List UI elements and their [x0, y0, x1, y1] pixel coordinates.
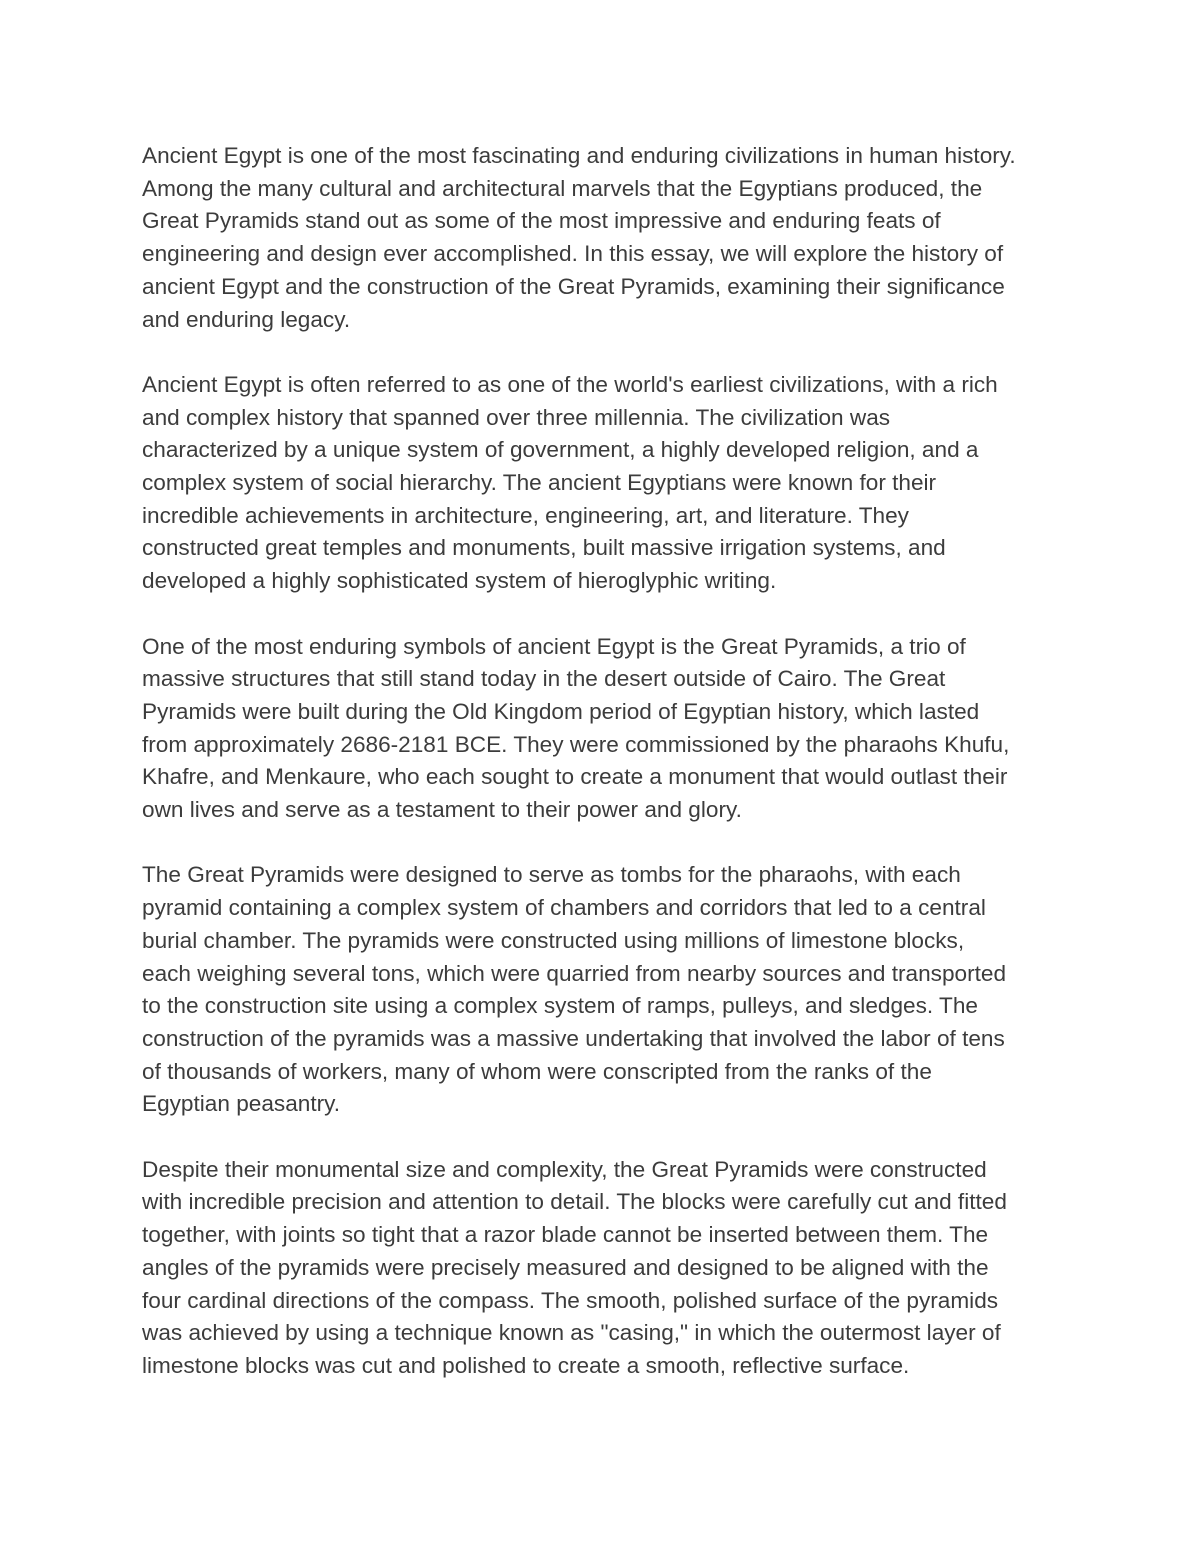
essay-body	[142, 140, 1062, 1383]
text-line: Great Pyramids stand out as some of the most impressive and enduring feats of	[142, 208, 941, 234]
paragraph-5	[142, 1154, 1062, 1383]
text-line: pyramid containing a complex system of chambers and corridors that led to a central	[142, 895, 986, 921]
paragraph-4	[142, 859, 1062, 1121]
text-line: to the construction site using a complex system of ramps, pulleys, and sledges. The	[142, 993, 978, 1019]
text-line: Despite their monumental size and complexity, the Great Pyramids were constructed	[142, 1156, 987, 1182]
text-line: incredible achievements in architecture, engineering, art, and literature. They	[142, 502, 909, 528]
text-line: characterized by a unique system of government, a highly developed religion, and a	[142, 437, 979, 463]
text-line: together, with joints so tight that a razor blade cannot be inserted between them. The	[142, 1222, 989, 1248]
text-line: complex system of social hierarchy. The ancient Egyptians were known for their	[142, 470, 937, 496]
text-line: and complex history that spanned over three millennia. The civilization was	[142, 404, 891, 430]
text-line: burial chamber. The pyramids were constructed using millions of limestone blocks,	[142, 927, 965, 953]
text-line: The Great Pyramids were designed to serve as tombs for the pharaohs, with each	[142, 862, 961, 888]
text-line: Ancient Egypt is one of the most fascinating and enduring civilizations in human history.	[142, 143, 1016, 168]
text-line: massive structures that still stand today in the desert outside of Cairo. The Great	[142, 666, 946, 692]
paragraph-2	[142, 369, 1062, 598]
text-line: ancient Egypt and the construction of the Great Pyramids, examining their significance	[142, 273, 1005, 299]
text-line: of thousands of workers, many of whom were conscripted from the ranks of the	[142, 1058, 932, 1084]
text-line: was achieved by using a technique known as "casing," in which the outermost layer of	[142, 1320, 1001, 1346]
text-line: One of the most enduring symbols of ancient Egypt is the Great Pyramids, a trio of	[142, 633, 966, 659]
text-line: construction of the pyramids was a massive undertaking that involved the labor of tens	[142, 1025, 1005, 1051]
text-line: Khafre, and Menkaure, who each sought to create a monument that would outlast their	[142, 764, 1008, 790]
paragraph-1	[142, 140, 1062, 336]
text-line: own lives and serve as a testament to their power and glory.	[142, 797, 742, 823]
text-line: and enduring legacy.	[142, 306, 351, 332]
text-line: Egyptian peasantry.	[142, 1091, 341, 1117]
text-line: Among the many cultural and architectural marvels that the Egyptians produced, the	[142, 175, 983, 201]
text-line: angles of the pyramids were precisely measured and designed to be aligned with the	[142, 1254, 989, 1280]
text-line: from approximately 2686-2181 BCE. They were commissioned by the pharaohs Khufu,	[142, 731, 1010, 757]
text-line: Ancient Egypt is often referred to as one of the world's earliest civilizations, with a rich	[142, 371, 998, 397]
text-line: engineering and design ever accomplished. In this essay, we will explore the history of	[142, 241, 1004, 267]
text-line: Pyramids were built during the Old Kingdom period of Egyptian history, which lasted	[142, 698, 980, 724]
text-line: each weighing several tons, which were quarried from nearby sources and transported	[142, 960, 1007, 986]
text-line: four cardinal directions of the compass. The smooth, polished surface of the pyramids	[142, 1287, 999, 1313]
text-line: constructed great temples and monuments, built massive irrigation systems, and	[142, 535, 946, 561]
text-line: with incredible precision and attention to detail. The blocks were carefully cut and fitted	[142, 1189, 1007, 1215]
paragraph-3	[142, 631, 1062, 827]
text-line: limestone blocks was cut and polished to create a smooth, reflective surface.	[142, 1352, 910, 1378]
text-line: developed a highly sophisticated system of hieroglyphic writing.	[142, 568, 777, 594]
